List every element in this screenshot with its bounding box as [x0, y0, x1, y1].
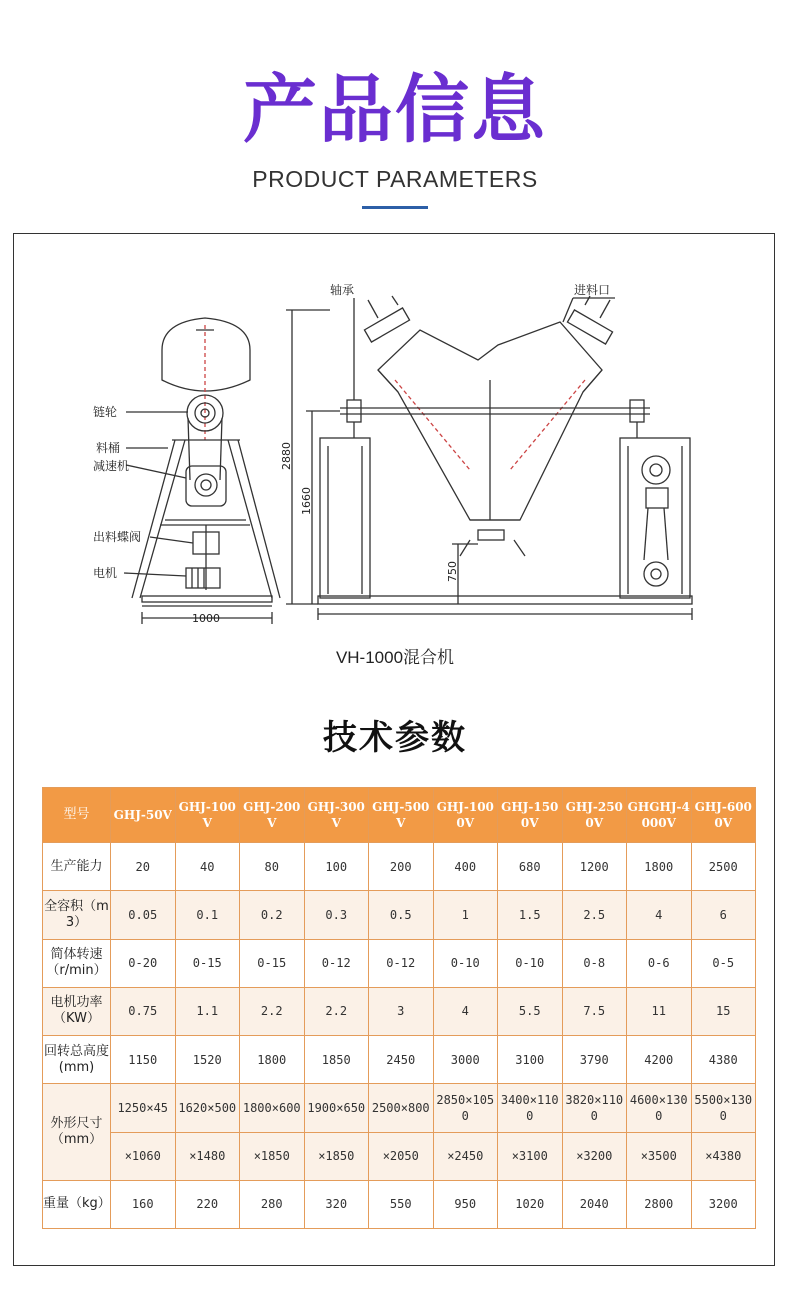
dim-outlet-height: 750 — [446, 561, 459, 582]
table-cell: ×3500 — [627, 1132, 692, 1180]
table-cell: 0-6 — [627, 939, 692, 987]
table-cell: 5.5 — [498, 987, 563, 1035]
table-cell: 4 — [627, 891, 692, 939]
dim-total-height: 2880 — [280, 442, 293, 470]
header-cell: GHGHJ-4000V — [627, 788, 692, 843]
table-cell: ×1850 — [304, 1132, 369, 1180]
table-cell: 1800 — [240, 1036, 305, 1084]
table-cell: 1800×600 — [240, 1084, 305, 1132]
table-cell: 3820×1100 — [562, 1084, 627, 1132]
table-cell: ×4380 — [691, 1132, 756, 1180]
header-cell: GHJ-100V — [175, 788, 240, 843]
dim-axis-height: 1660 — [300, 487, 313, 515]
row-label: 生产能力 — [43, 843, 111, 891]
table-cell: 20 — [111, 843, 176, 891]
table-cell: 2800 — [627, 1180, 692, 1228]
section-title: 技术参数 — [323, 718, 467, 758]
table-cell: 1250×45 — [111, 1084, 176, 1132]
table-cell: 0.2 — [240, 891, 305, 939]
table-cell: 7.5 — [562, 987, 627, 1035]
label-reducer: 减速机 — [93, 459, 130, 473]
label-bearing: 轴承 — [330, 283, 355, 297]
table-cell: 0.1 — [175, 891, 240, 939]
table-cell: 3100 — [498, 1036, 563, 1084]
table-cell: 1 — [433, 891, 498, 939]
table-cell: 1150 — [111, 1036, 176, 1084]
header-cell: GHJ-6000V — [691, 788, 756, 843]
table-cell: 0-10 — [433, 939, 498, 987]
table-cell: 80 — [240, 843, 305, 891]
table-cell: 950 — [433, 1180, 498, 1228]
label-motor: 电机 — [93, 566, 118, 580]
motor-shape — [186, 568, 220, 588]
table-cell: 1200 — [562, 843, 627, 891]
table-row — [43, 987, 756, 1035]
bearing-shape — [347, 400, 361, 422]
table-cell: 280 — [240, 1180, 305, 1228]
table-cell: 0-12 — [369, 939, 434, 987]
header-cell: GHJ-200V — [240, 788, 305, 843]
page-subtitle: PRODUCT PARAMETERS — [252, 166, 538, 192]
table-cell: 15 — [691, 987, 756, 1035]
header-cell: GHJ-1500V — [498, 788, 563, 843]
table-cell: 2450 — [369, 1036, 434, 1084]
table-row — [43, 1132, 756, 1180]
table-cell: ×1850 — [240, 1132, 305, 1180]
table-cell: 1850 — [304, 1036, 369, 1084]
table-cell: 680 — [498, 843, 563, 891]
table-cell: ×2050 — [369, 1132, 434, 1180]
table-cell: 2500×800 — [369, 1084, 434, 1132]
table-cell: 3200 — [691, 1180, 756, 1228]
table-header-row — [43, 788, 756, 843]
table-cell: 160 — [111, 1180, 176, 1228]
table-row — [43, 1036, 756, 1084]
header-cell: GHJ-300V — [304, 788, 369, 843]
table-cell: 4380 — [691, 1036, 756, 1084]
label-sprocket: 链轮 — [93, 405, 118, 419]
header-cell: GHJ-1000V — [433, 788, 498, 843]
table-cell: 2.5 — [562, 891, 627, 939]
table-cell: 3 — [369, 987, 434, 1035]
table-cell: ×1480 — [175, 1132, 240, 1180]
table-cell: 2040 — [562, 1180, 627, 1228]
table-cell: 4600×1300 — [627, 1084, 692, 1132]
table-cell: 5500×1300 — [691, 1084, 756, 1132]
table-cell: 3000 — [433, 1036, 498, 1084]
table-cell: 6 — [691, 891, 756, 939]
table-cell: ×3100 — [498, 1132, 563, 1180]
table-cell: ×2450 — [433, 1132, 498, 1180]
header-cell: GHJ-500V — [369, 788, 434, 843]
table-cell: ×3200 — [562, 1132, 627, 1180]
table-cell: 2.2 — [240, 987, 305, 1035]
table-cell: 11 — [627, 987, 692, 1035]
table-cell: 0-15 — [175, 939, 240, 987]
table-cell: 0-5 — [691, 939, 756, 987]
table-cell: 1020 — [498, 1180, 563, 1228]
row-label: 简体转速（r/min） — [43, 939, 111, 987]
table-cell: 4 — [433, 987, 498, 1035]
row-label: 电机功率（KW） — [43, 987, 111, 1035]
page-title: 产品信息 — [243, 67, 547, 153]
header-cell: 型号 — [43, 788, 111, 843]
table-cell: 0.5 — [369, 891, 434, 939]
label-valve: 出料蝶阀 — [93, 530, 142, 544]
table-cell: 400 — [433, 843, 498, 891]
row-label: 回转总高度(mm) — [43, 1036, 111, 1084]
table-cell: 220 — [175, 1180, 240, 1228]
barrel-shape — [162, 318, 250, 391]
table-cell: 2.2 — [304, 987, 369, 1035]
table-cell: 0-10 — [498, 939, 563, 987]
table-row — [43, 939, 756, 987]
table-cell: 2850×1050 — [433, 1084, 498, 1132]
spec-table — [42, 787, 756, 1229]
table-row — [43, 1180, 756, 1228]
table-cell: 0-20 — [111, 939, 176, 987]
drawing-caption: VH-1000混合机 — [335, 648, 455, 667]
label-inlet: 进料口 — [574, 283, 611, 297]
table-cell: 1520 — [175, 1036, 240, 1084]
header-cell: GHJ-2500V — [562, 788, 627, 843]
header-cell: GHJ-50V — [111, 788, 176, 843]
table-cell: 100 — [304, 843, 369, 891]
table-cell: 0-12 — [304, 939, 369, 987]
table-cell: 0-15 — [240, 939, 305, 987]
table-cell: 550 — [369, 1180, 434, 1228]
table-cell: 4200 — [627, 1036, 692, 1084]
table-cell: 1900×650 — [304, 1084, 369, 1132]
table-cell: 3790 — [562, 1036, 627, 1084]
row-label: 外形尺寸（mm） — [43, 1084, 111, 1181]
table-cell: 0-8 — [562, 939, 627, 987]
label-barrel: 料桶 — [96, 441, 121, 455]
table-cell: 320 — [304, 1180, 369, 1228]
table-cell: 40 — [175, 843, 240, 891]
table-cell: 200 — [369, 843, 434, 891]
table-row — [43, 891, 756, 939]
table-cell: 1620×500 — [175, 1084, 240, 1132]
table-cell: 0.05 — [111, 891, 176, 939]
table-cell: 3400×1100 — [498, 1084, 563, 1132]
table-cell: ×1060 — [111, 1132, 176, 1180]
table-cell: 1.1 — [175, 987, 240, 1035]
row-label: 重量（kg） — [43, 1180, 111, 1228]
table-row — [43, 843, 756, 891]
table-cell: 0.3 — [304, 891, 369, 939]
table-cell: 0.75 — [111, 987, 176, 1035]
table-row — [43, 1084, 756, 1132]
table-cell: 2500 — [691, 843, 756, 891]
dim-width: 1000 — [192, 612, 220, 625]
table-cell: 1800 — [627, 843, 692, 891]
table-cell: 1.5 — [498, 891, 563, 939]
row-label: 全容积（m3） — [43, 891, 111, 939]
